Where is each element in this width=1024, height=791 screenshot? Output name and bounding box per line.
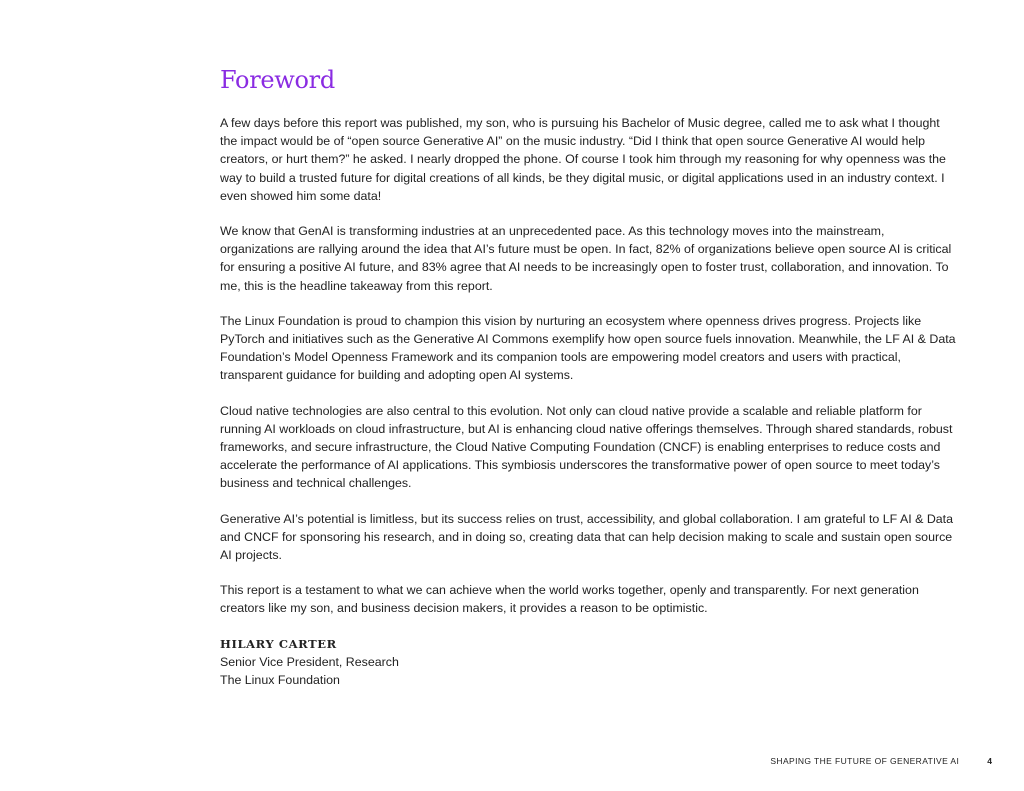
paragraph-4: Cloud native technologies are also central to this evolution. Not only can cloud native provide a scalable and reliable platform for running AI workloads on cloud infrastructure, but AI is enhancing cloud native offerings themselves. Through shared standards, robust frameworks, and secure infrastructure, the Cloud Native Computing Foundation (CNCF) is enabling enterprises to reduce costs and accelerate the performance of AI applications. This symbiosis underscores the transformative power of open source to meet today’s business and technical challenges. — [220, 403, 953, 491]
page-title: Foreword — [220, 66, 335, 94]
paragraph-6: This report is a testament to what we can achieve when the world works together, openly and transparently. For next generation creators like my son, and business decision makers, it provides a reason to be optimistic. — [220, 583, 919, 616]
paragraph-1: A few days before this report was published, my son, who is pursuing his Bachelor of Music degree, called me to ask what I thought the impact would be of “open source Generative AI” on the music industry. “Did I think that open source Generative AI would help creators, or hurt them?” he asked. I nearly dropped the phone. Of course I took him through my reasoning for why openness was the way to build a trusted future for digital creations of all kinds, be they digital music, or digital applications used in an industry context. I even showed him some data! — [220, 116, 946, 203]
signature-role: Senior Vice President, Research — [220, 654, 399, 669]
signature-organization: The Linux Foundation — [220, 672, 340, 687]
page-number: 4 — [987, 756, 992, 766]
signature-name: HILARY CARTER — [220, 636, 337, 651]
foreword-section — [220, 66, 960, 689]
signature-block — [220, 635, 960, 689]
footer-report-title: SHAPING THE FUTURE OF GENERATIVE AI — [770, 756, 960, 766]
paragraph-3: The Linux Foundation is proud to champion this vision by nurturing an ecosystem where openness drives progress. Projects like PyTorch and initiatives such as the Generative AI Commons exemplify how open source fuels innovation. Meanwhile, the LF AI & Data Foundation’s Model Openness Framework and its companion tools are empowering model creators and users with practical, transparent guidance for building and adopting open AI systems. — [220, 313, 956, 383]
paragraph-2: We know that GenAI is transforming industries at an unprecedented pace. As this technology moves into the mainstream, organizations are rallying around the idea that AI’s future must be open. In fact, 82% of organizations believe open source AI is critical for ensuring a positive AI future, and 83% agree that AI needs to be increasingly open to foster trust, collaboration, and innovation. To me, this is the headline takeaway from this report. — [220, 224, 952, 293]
paragraph-5: Generative AI’s potential is limitless, but its success relies on trust, accessibility, and global collaboration. I am grateful to LF AI & Data and CNCF for sponsoring his research, and in doing so, creating data that can help decision making to scale and sustain open source AI projects. — [220, 511, 953, 563]
page-footer — [770, 756, 992, 766]
